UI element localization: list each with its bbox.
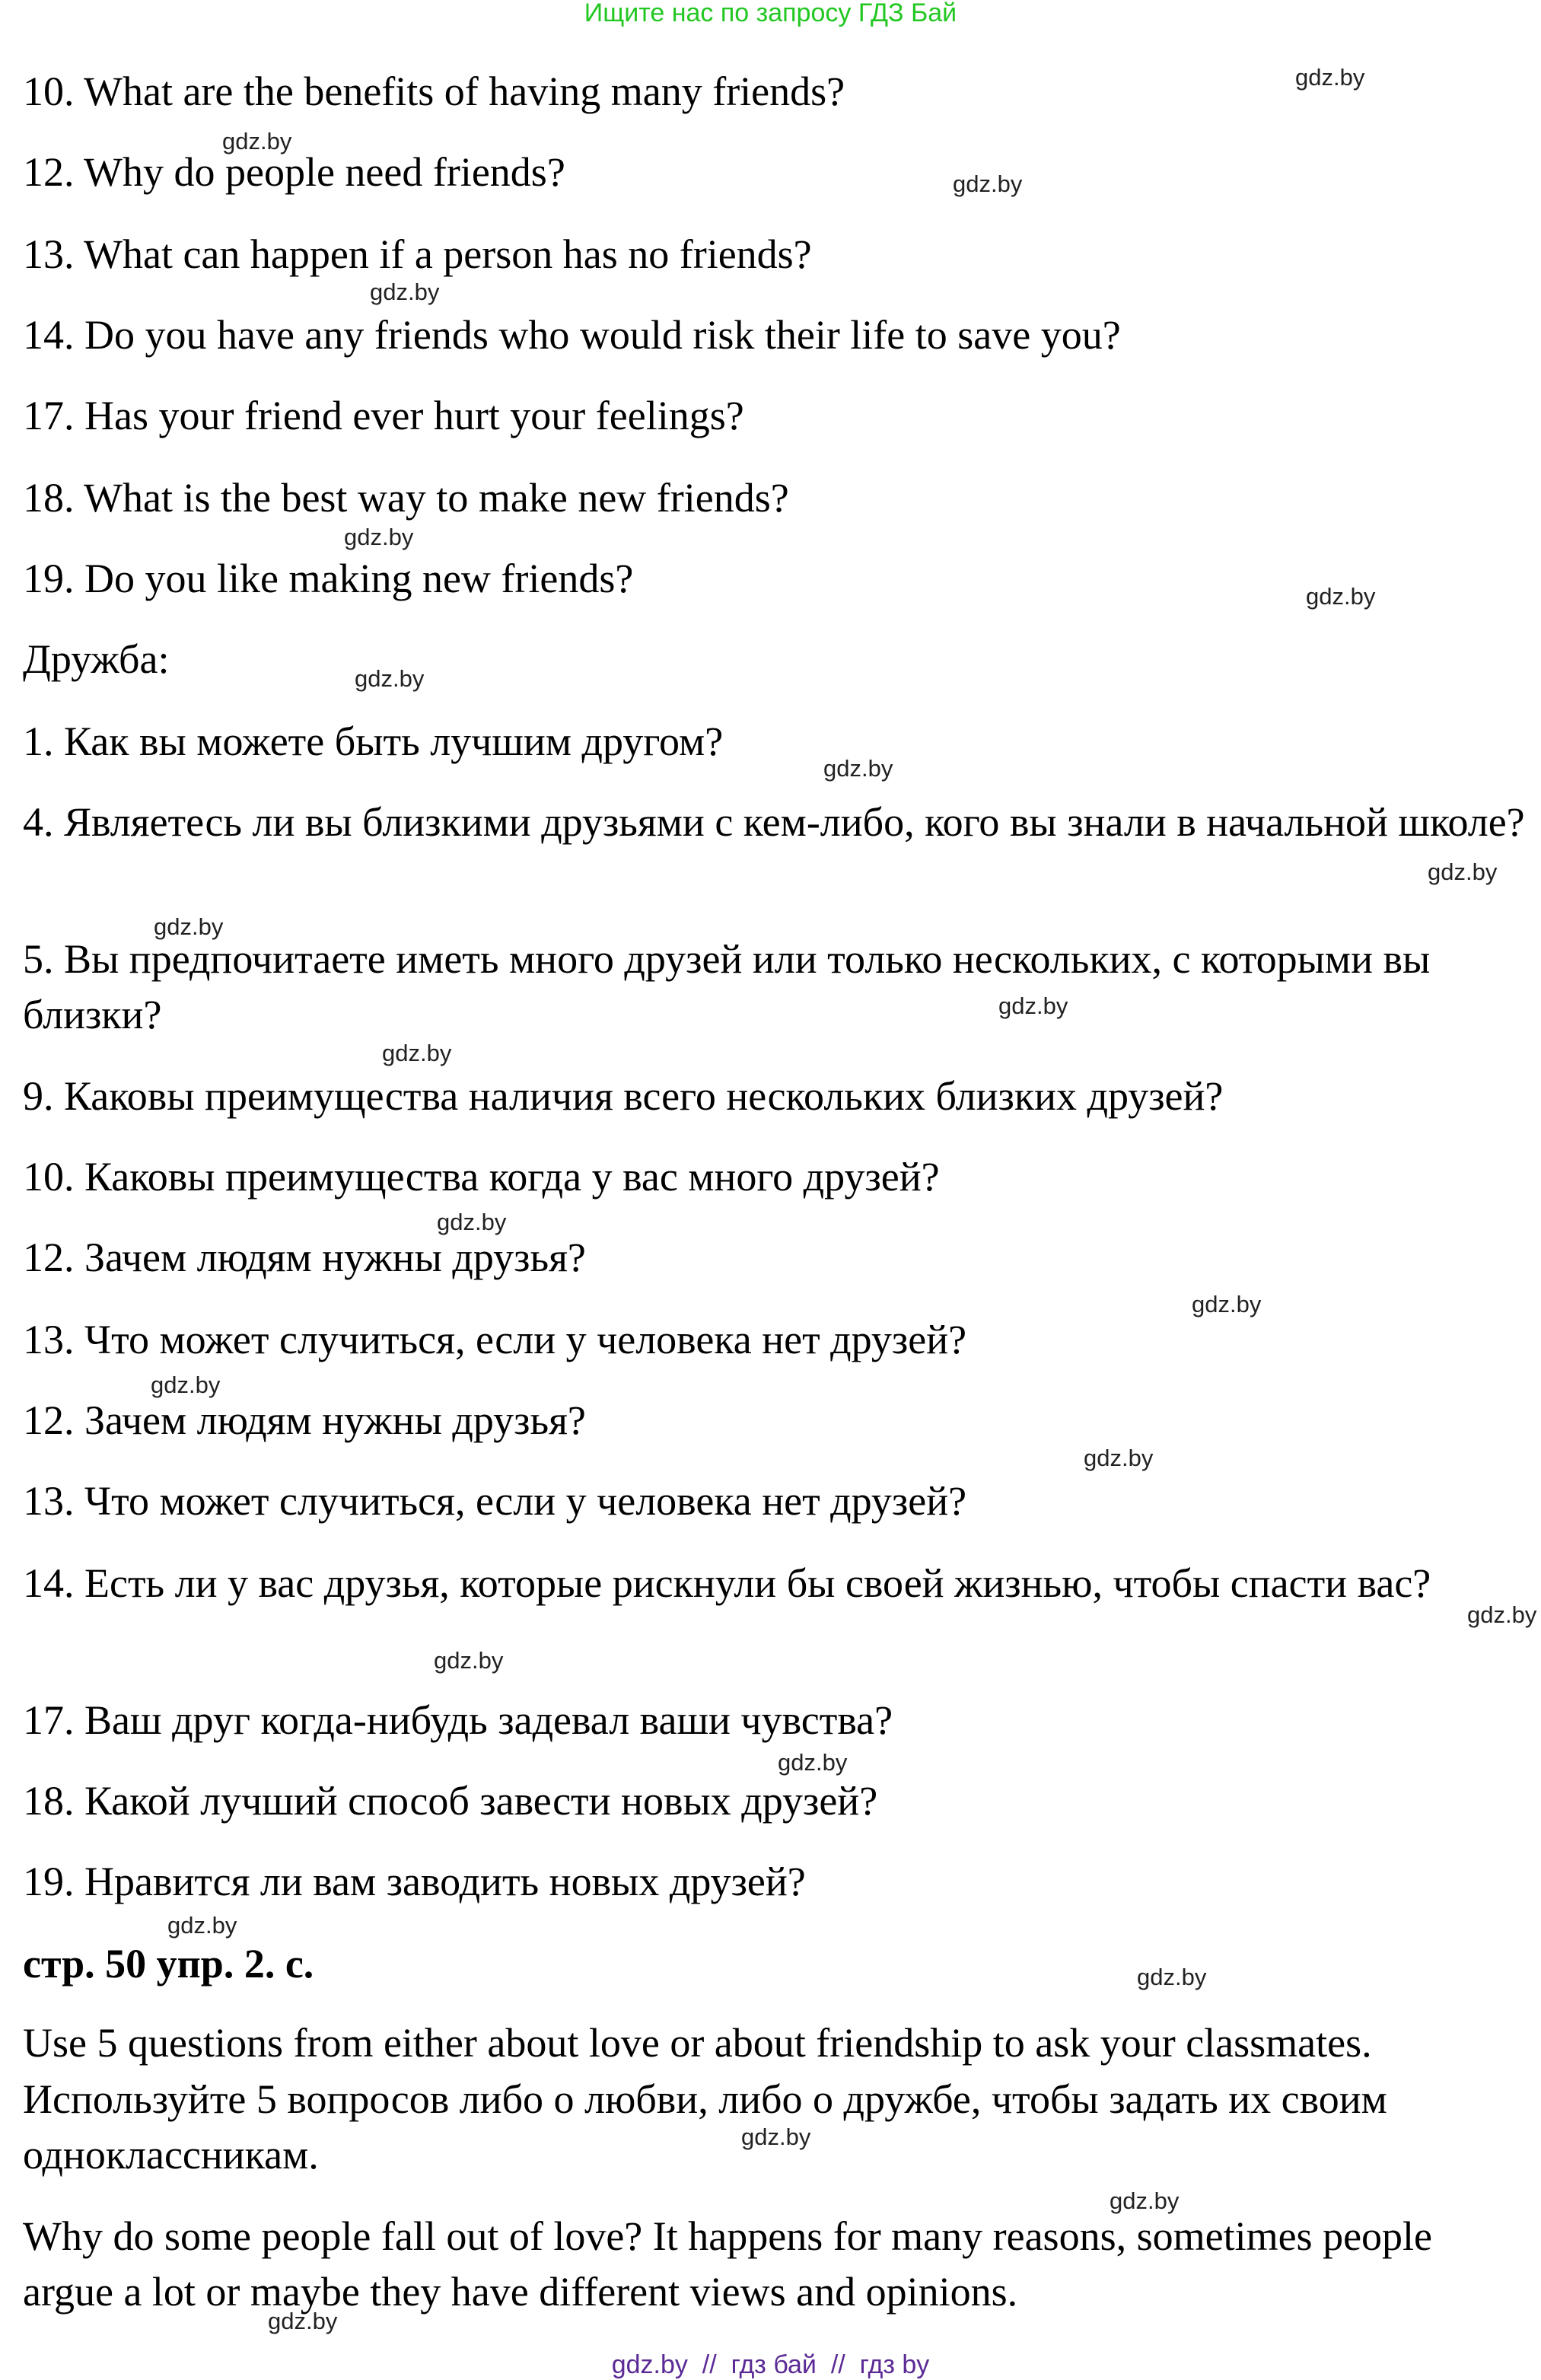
question-line: 4. Являетесь ли вы близкими друзьями с кем-либо, кого вы знали в начальной школе? <box>23 799 1525 845</box>
question-line: 9. Каковы преимущества наличия всего нескольких близких друзей? <box>23 1073 1224 1119</box>
watermark: gdz.by <box>154 913 224 940</box>
question-line: 13. Что может случиться, если у человека нет друзей? <box>23 1478 967 1524</box>
question-line: 17. Has your friend ever hurt your feelings? <box>23 393 744 438</box>
watermark: gdz.by <box>998 992 1068 1019</box>
question-line: 12. Why do people need friends? <box>23 149 565 195</box>
question-line: 14. Do you have any friends who would risk their life to save you? <box>23 312 1121 358</box>
watermark: gdz.by <box>268 2308 338 2334</box>
watermark: gdz.by <box>953 170 1023 197</box>
watermark: gdz.by <box>167 1912 237 1939</box>
watermark: gdz.by <box>1295 64 1365 91</box>
question-line: 5. Вы предпочитаете иметь много друзей или только нескольких, с которыми вы близки? <box>23 936 1431 1037</box>
watermark: gdz.by <box>1137 1964 1207 1990</box>
footer-links: gdz.by // гдз бай // гдз by <box>611 2350 930 2379</box>
watermark: gdz.by <box>1428 859 1498 885</box>
watermark: gdz.by <box>151 1372 221 1398</box>
watermark: gdz.by <box>370 279 440 305</box>
answer-paragraph: Why do some people fall out of love? It happens for many reasons, sometimes people argue a lot or maybe they have different views and opinions. <box>23 2213 1433 2315</box>
watermark: gdz.by <box>355 665 425 692</box>
exercise-heading: стр. 50 упр. 2. с. <box>23 1941 314 1987</box>
question-line: 13. Что может случиться, если у человека нет друзей? <box>23 1317 967 1362</box>
question-line: 14. Есть ли у вас друзья, которые рискнули бы своей жизнью, чтобы спасти вас? <box>23 1560 1431 1606</box>
task-english: Use 5 questions from either about love or about friendship to ask your classmates. <box>23 2020 1372 2066</box>
search-hint-banner: Ищите нас по запросу ГДЗ Бай <box>584 0 957 27</box>
watermark: gdz.by <box>222 128 292 155</box>
task-russian: Используйте 5 вопросов либо о любви, либо о дружбе, чтобы задать их своим одноклассникам. <box>23 2076 1387 2178</box>
watermark: gdz.by <box>437 1209 507 1235</box>
question-line: 13. What can happen if a person has no friends? <box>23 231 812 277</box>
question-line: 10. What are the benefits of having many friends? <box>23 69 845 114</box>
question-line: 19. Нравится ли вам заводить новых друзей? <box>23 1859 806 1904</box>
question-line: 12. Зачем людям нужны друзья? <box>23 1235 586 1280</box>
watermark: gdz.by <box>1192 1291 1262 1317</box>
question-line: 18. What is the best way to make new friends? <box>23 475 789 521</box>
watermark: gdz.by <box>741 2124 811 2150</box>
watermark: gdz.by <box>434 1647 504 1674</box>
watermark: gdz.by <box>1084 1445 1154 1471</box>
watermark: gdz.by <box>1306 583 1376 610</box>
question-line: 10. Каковы преимущества когда у вас много друзей? <box>23 1154 940 1200</box>
watermark: gdz.by <box>1110 2187 1180 2214</box>
question-line: 1. Как вы можете быть лучшим другом? <box>23 718 724 764</box>
watermark: gdz.by <box>382 1040 452 1066</box>
section-heading: Дружба: <box>23 636 170 682</box>
watermark: gdz.by <box>778 1749 848 1776</box>
question-line: 17. Ваш друг когда-нибудь задевал ваши чувства? <box>23 1697 893 1743</box>
watermark: gdz.by <box>823 755 893 782</box>
watermark: gdz.by <box>344 524 414 550</box>
question-line: 18. Какой лучший способ завести новых друзей? <box>23 1778 878 1824</box>
question-line: 12. Зачем людям нужны друзья? <box>23 1397 586 1443</box>
question-line: 19. Do you like making new friends? <box>23 556 634 601</box>
watermark: gdz.by <box>1467 1601 1537 1628</box>
